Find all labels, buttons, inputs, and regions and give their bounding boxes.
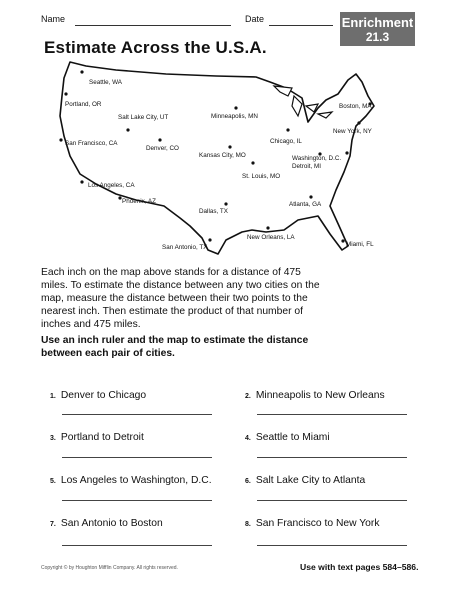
question-4 bbox=[245, 432, 330, 443]
question-number: 1. bbox=[50, 393, 56, 400]
question-number: 2. bbox=[245, 393, 251, 400]
city-dot-seattle bbox=[80, 70, 83, 73]
instructions-paragraph: Each inch on the map above stands for a distance of 475 miles. To estimate the distance between any two cities on the map, measure the distance between their two points to the nearest inch. Then estimate the product of that number of inches and 475 miles. bbox=[41, 267, 320, 330]
date-label: Date bbox=[245, 14, 265, 24]
badge-title: Enrichment bbox=[341, 15, 414, 30]
city-dot-salt-lake-city bbox=[126, 128, 129, 131]
city-label-dallas: Dallas, TX bbox=[199, 208, 228, 215]
question-text: Los Angeles to Washington, D.C. bbox=[60, 475, 212, 486]
city-label-portland: Portland, OR bbox=[65, 101, 102, 108]
city-label-detroit: Detroit, MI bbox=[292, 163, 322, 170]
city-label-san-francisco: San Francisco, CA bbox=[65, 140, 118, 147]
question-5 bbox=[50, 475, 212, 486]
city-dot-san-francisco bbox=[59, 138, 62, 141]
city-dot-portland bbox=[64, 92, 67, 95]
answer-line-4[interactable] bbox=[257, 457, 407, 458]
enrichment-badge bbox=[340, 12, 415, 46]
city-label-miami: Miami, FL bbox=[346, 241, 374, 248]
question-text: San Antonio to Boston bbox=[60, 518, 163, 529]
answer-line-3[interactable] bbox=[62, 457, 212, 458]
city-dot-denver bbox=[158, 138, 161, 141]
city-dot-st-louis bbox=[251, 161, 254, 164]
city-dot-chicago bbox=[286, 128, 289, 131]
question-3 bbox=[50, 432, 144, 443]
city-dot-kansas-city bbox=[228, 145, 231, 148]
question-8 bbox=[245, 518, 379, 529]
question-2 bbox=[245, 390, 385, 401]
answer-line-7[interactable] bbox=[62, 545, 212, 546]
city-dot-new-york bbox=[357, 121, 360, 124]
city-dot-washington-dc bbox=[345, 151, 348, 154]
question-7 bbox=[50, 518, 163, 529]
copyright-notice: Copyright © by Houghton Mifflin Company. All rights reserved. bbox=[41, 565, 178, 571]
question-text: Denver to Chicago bbox=[60, 390, 147, 401]
usa-map bbox=[56, 60, 376, 260]
text-pages-reference: Use with text pages 584–586. bbox=[300, 562, 419, 572]
city-dot-miami bbox=[341, 239, 344, 242]
city-label-washington-dc: Washington, D.C. bbox=[292, 155, 342, 162]
city-label-denver: Denver, CO bbox=[146, 145, 179, 152]
city-dot-los-angeles bbox=[80, 180, 83, 183]
city-label-st-louis: St. Louis, MO bbox=[242, 173, 281, 180]
question-6 bbox=[245, 475, 365, 486]
question-number: 3. bbox=[50, 435, 56, 442]
question-text: Minneapolis to New Orleans bbox=[255, 390, 385, 401]
city-label-new-york: New York, NY bbox=[333, 128, 372, 135]
instructions-bold: Use an inch ruler and the map to estimate the distance between each pair of cities. bbox=[41, 335, 309, 359]
page-title: Estimate Across the U.S.A. bbox=[44, 38, 267, 57]
question-number: 7. bbox=[50, 521, 56, 528]
answer-line-8[interactable] bbox=[257, 545, 407, 546]
question-1 bbox=[50, 390, 146, 401]
city-label-kansas-city: Kansas City, MO bbox=[199, 152, 246, 159]
city-label-los-angeles: Los Angeles, CA bbox=[88, 182, 135, 189]
name-label: Name bbox=[41, 14, 66, 24]
city-dot-new-orleans bbox=[266, 226, 269, 229]
city-label-new-orleans: New Orleans, LA bbox=[247, 234, 295, 241]
city-label-minneapolis: Minneapolis, MN bbox=[211, 113, 258, 120]
answer-line-5[interactable] bbox=[62, 500, 212, 501]
city-label-phoenix: Phoenix, AZ bbox=[122, 198, 156, 205]
usa-map-svg bbox=[56, 60, 376, 260]
question-number: 6. bbox=[245, 478, 251, 485]
city-label-seattle: Seattle, WA bbox=[89, 79, 123, 86]
city-label-san-antonio: San Antonio, TX bbox=[162, 244, 208, 251]
city-label-chicago: Chicago, IL bbox=[270, 138, 302, 145]
answer-line-1[interactable] bbox=[62, 414, 212, 415]
city-dot-atlanta bbox=[309, 195, 312, 198]
city-dot-dallas bbox=[224, 202, 227, 205]
badge-number: 21.3 bbox=[365, 30, 390, 44]
question-text: Seattle to Miami bbox=[255, 432, 330, 443]
city-label-boston: Boston, MA bbox=[339, 103, 372, 110]
answer-line-6[interactable] bbox=[257, 500, 407, 501]
question-number: 5. bbox=[50, 478, 56, 485]
question-number: 8. bbox=[245, 521, 251, 528]
city-label-salt-lake-city: Salt Lake City, UT bbox=[118, 114, 169, 121]
city-dot-minneapolis bbox=[234, 106, 237, 109]
question-number: 4. bbox=[245, 435, 251, 442]
city-label-atlanta: Atlanta, GA bbox=[289, 201, 322, 208]
question-text: Portland to Detroit bbox=[60, 432, 144, 443]
name-field-line[interactable] bbox=[75, 25, 231, 26]
city-dot-san-antonio bbox=[208, 238, 211, 241]
question-text: San Francisco to New York bbox=[255, 518, 380, 529]
question-text: Salt Lake City to Atlanta bbox=[255, 475, 366, 486]
date-field-line[interactable] bbox=[269, 25, 333, 26]
answer-line-2[interactable] bbox=[257, 414, 407, 415]
